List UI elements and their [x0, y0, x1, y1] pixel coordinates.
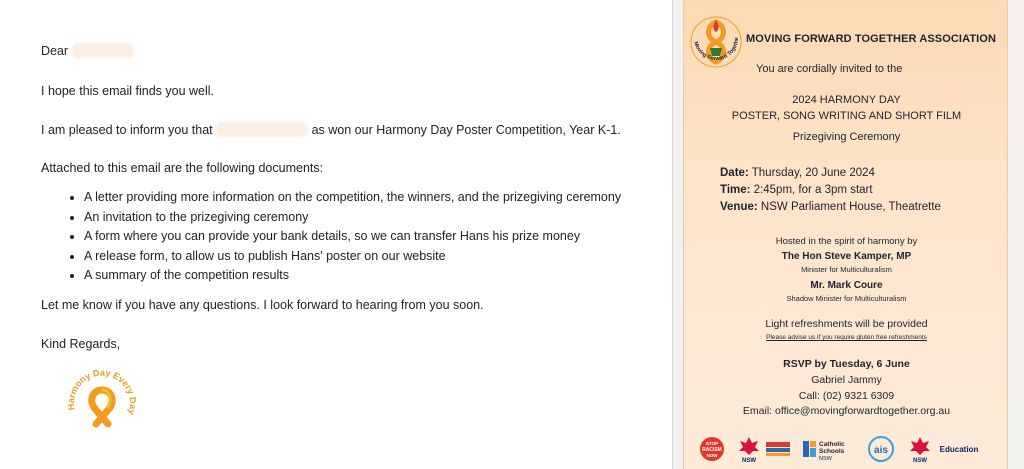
- list-item: • A release form, to allow us to publish Hans' poster on our website: [84, 247, 621, 267]
- harmony-day-logo: [66, 362, 138, 434]
- time-value: 2:45pm, for a 3pm start: [753, 184, 873, 196]
- ais-text: ais: [874, 445, 888, 456]
- host1-title: Minister for Multiculturalism: [801, 265, 892, 274]
- list-item: • A letter providing more information on the competition, the winners, and the prizegiving ceremony: [84, 188, 621, 208]
- gluten-note-link[interactable]: Please advise us if you require gluten free refreshments: [766, 334, 927, 341]
- association-crest-icon: [686, 8, 746, 84]
- host2-name: Mr. Mark Coure: [810, 280, 883, 291]
- invitation-panel: [672, 0, 1024, 469]
- email-greeting: [41, 43, 134, 59]
- stop-text: STOP: [705, 441, 719, 446]
- time-label: Time:: [720, 184, 751, 196]
- education-label: Education: [939, 444, 979, 454]
- invitation-card: [683, 0, 1008, 469]
- contact-email-link[interactable]: Email: office@movingforwardtogether.org.au: [742, 405, 951, 417]
- time-row: [720, 184, 873, 196]
- redacted-name: [72, 43, 134, 58]
- email-win-line: [41, 122, 621, 138]
- sponsor-logos: [684, 434, 1009, 466]
- date-row: [720, 167, 875, 179]
- crest-text: Moving Forward Togethe: [692, 37, 741, 63]
- date-value: Thursday, 20 June 2024: [751, 167, 875, 179]
- date-label: Date:: [720, 167, 749, 179]
- schools-text: Schools: [819, 448, 845, 455]
- contact-phone: Call: (02) 9321 6309: [798, 390, 895, 402]
- catholic-nsw-text: NSW: [819, 456, 832, 462]
- refreshments-line: Light refreshments will be provided: [765, 318, 928, 330]
- event-title-1: 2024 HARMONY DAY: [792, 94, 901, 106]
- nsw-education-crest: [907, 434, 933, 464]
- documents-list: [68, 188, 621, 286]
- host1-name: The Hon Steve Kamper, MP: [781, 251, 912, 262]
- greeting-text: Dear: [41, 44, 69, 58]
- hosted-line: Hosted in the spirit of harmony by: [775, 236, 918, 247]
- now-text: NOW: [706, 453, 718, 458]
- venue-row: [720, 201, 941, 213]
- event-title-3: Prizegiving Ceremony: [792, 131, 901, 143]
- stop-racism-logo: [698, 434, 726, 464]
- redacted-winner: [216, 122, 308, 137]
- venue-label: Venue:: [720, 201, 758, 213]
- logo-arc-text: Harmony Day Every Day: [66, 367, 138, 416]
- rsvp-line: RSVP by Tuesday, 6 June: [783, 358, 910, 370]
- win-line-end: as won our Harmony Day Poster Competition, Year K-1.: [311, 123, 621, 137]
- list-item: • An invitation to the prizegiving ceremony: [84, 208, 621, 228]
- win-line-start: I am pleased to inform you that: [41, 123, 213, 137]
- nsw-text: NSW: [742, 458, 756, 463]
- racism-text: RACISM: [702, 447, 722, 453]
- list-item: • A summary of the competition results: [84, 266, 621, 286]
- email-closing: Let me know if you have any questions. I look forward to hearing from you soon.: [41, 298, 484, 312]
- host2-title: Shadow Minister for Multiculturalism: [786, 294, 907, 303]
- email-intro: I hope this email finds you well.: [41, 84, 215, 98]
- contact-name: Gabriel Jammy: [811, 374, 882, 386]
- nsw-education-text: NSW: [913, 458, 927, 463]
- list-item: • A form where you can provide your bank details, so we can transfer Hans his prize money: [84, 227, 621, 247]
- venue-value: NSW Parliament House, Theatrette: [760, 201, 941, 213]
- email-attached: Attached to this email are the following documents:: [41, 161, 324, 175]
- catholic-schools-logo: [801, 434, 855, 464]
- catholic-text: Catholic: [819, 441, 845, 448]
- event-title-2: POSTER, SONG WRITING AND SHORT FILM: [731, 110, 962, 122]
- ais-logo: [866, 434, 896, 464]
- nsw-logo: [736, 434, 762, 464]
- cordial-line: You are cordially invited to the: [756, 63, 903, 75]
- email-signoff: Kind Regards,: [41, 337, 121, 351]
- multicultural-nsw-logo: [764, 434, 792, 464]
- organisation-name: MOVING FORWARD TOGETHER ASSOCIATION: [746, 33, 996, 45]
